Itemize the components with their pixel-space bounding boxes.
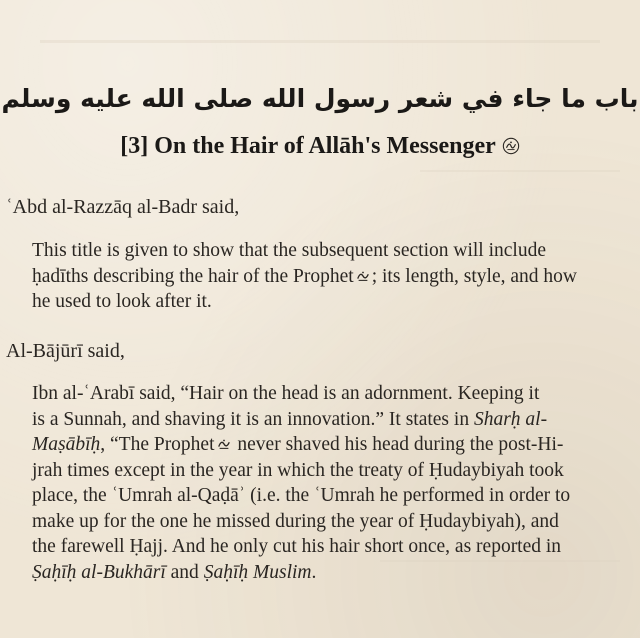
- text-span: , “The Prophet: [100, 434, 215, 455]
- commentary-paragraph-2: [32, 381, 640, 585]
- text-span: .: [311, 561, 317, 583]
- book-title: Maṣābīḥ: [32, 434, 101, 455]
- speaker-al-bajuri: Al-Bājūrī said,: [6, 340, 125, 362]
- paragraph-line: place, the ʿUmrah al-Qaḍāʾ (i.e. the ʿUmrah he performed in order to: [32, 485, 571, 506]
- paragraph-line: the farewell Ḥajj. And he only cut his hair short once, as reported in: [32, 536, 562, 557]
- paragraph-line: Ibn al-ʿArabī said, “Hair on the head is an adornment. Keeping it: [32, 383, 540, 404]
- text-span: ; its length, style, and how: [371, 265, 577, 287]
- show-through-texture: [40, 40, 600, 43]
- book-title: Ṣaḥīḥ al-Bukhārī: [32, 561, 166, 583]
- paragraph-line: This title is given to show that the subsequent section will include: [32, 240, 546, 261]
- paragraph-line: he used to look after it.: [32, 291, 212, 312]
- salawat-calligraphy-icon: [502, 137, 520, 155]
- show-through-texture: [420, 170, 620, 172]
- paragraph-line: [32, 432, 640, 458]
- paragraph-line: [32, 560, 640, 586]
- text-span: never shaved his head during the post-Hi-: [232, 434, 564, 455]
- chapter-arabic-title: باب ما جاء في شعر رسول الله صلى الله عليه وسلم: [1, 84, 639, 113]
- chapter-english-title-text: [3] On the Hair of Allāh's Messenger: [120, 133, 496, 159]
- speaker-abd-al-razzaq: ʿAbd al-Razzāq al-Badr said,: [6, 196, 240, 218]
- book-title: Ṣaḥīḥ Muslim: [203, 561, 312, 583]
- book-title: Sharḥ al-: [473, 408, 548, 430]
- paragraph-line: [32, 264, 640, 290]
- salawat-calligraphy-icon: [356, 269, 370, 283]
- paragraph-line: jrah times except in the year in which the treaty of Ḥudaybiyah took: [32, 459, 564, 481]
- text-span: ḥadīths describing the hair of the Prophet: [32, 265, 354, 287]
- commentary-paragraph-1: [32, 238, 640, 315]
- paragraph-line: [32, 407, 640, 433]
- salawat-calligraphy-icon: [217, 437, 231, 451]
- paragraph-line: make up for the one he missed during the year of Ḥudaybiyah), and: [32, 510, 559, 532]
- text-span: and: [165, 561, 204, 583]
- chapter-english-title: [0, 133, 640, 160]
- text-span: is a Sunnah, and shaving it is an innovation.” It states in: [32, 408, 474, 430]
